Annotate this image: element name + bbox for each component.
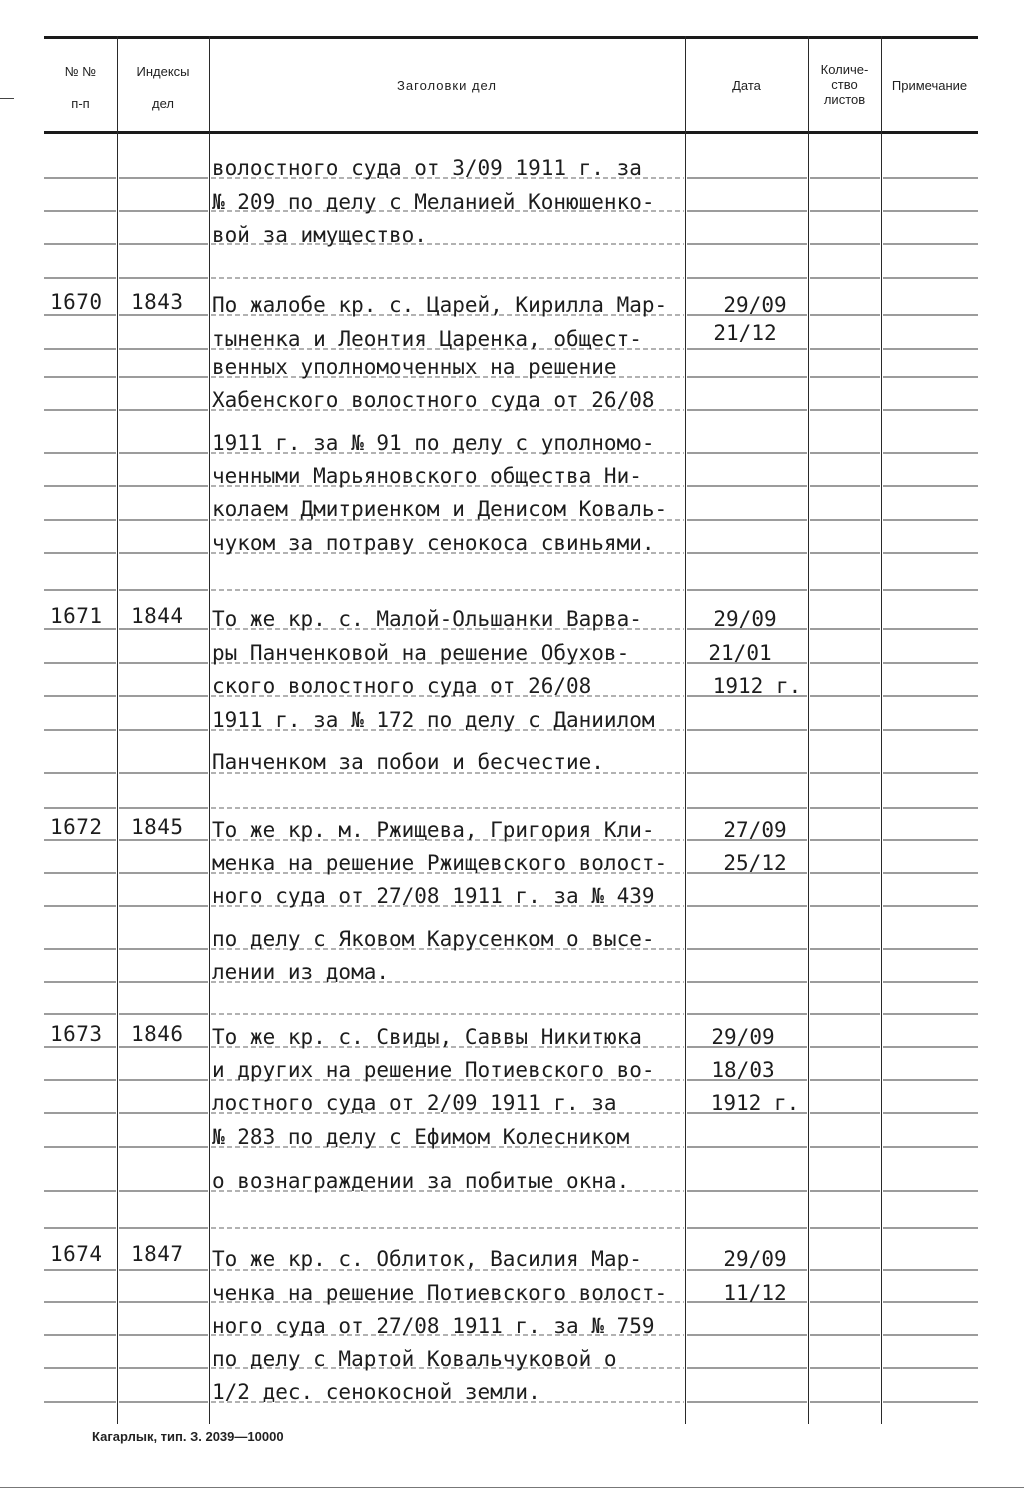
title-line: тыненка и Леонтия Царенка, общест- [212,327,642,351]
title-line: колаем Дмитриенком и Денисом Коваль- [212,497,668,521]
row-number: 1671 [50,604,103,628]
title-line: № 283 по делу с Ефимом Колесником [212,1125,630,1149]
title-line: То же кр. с. Малой-Ольшанки Варва- [212,607,642,631]
date-value: 29/09 [723,293,787,317]
title-line: ского волостного суда от 26/08 [212,674,592,698]
date-value: 11/12 [723,1281,787,1305]
row-index: 1843 [131,290,184,314]
title-line: То же кр. с. Свиды, Саввы Никитюка [212,1025,642,1049]
header-number-bottom: п-п [71,96,90,111]
header-sheet-count: Количе- ство листов [820,62,869,107]
row-index: 1847 [131,1242,184,1266]
scan-artifact [0,98,14,99]
title-line: о вознаграждении за побитые окна. [212,1169,630,1193]
header-index-bottom: дел [152,96,174,111]
header-note: Примечание [891,78,968,93]
date-value: 21/01 [708,641,772,665]
title-line: волостного суда от 3/09 1911 г. за [212,156,642,180]
title-line: 1/2 дес. сенокосной земли. [212,1380,541,1404]
date-value: 25/12 [723,851,787,875]
title-line: Хабенского волостного суда от 26/08 [212,388,655,412]
title-line: лостного суда от 2/09 1911 г. за [212,1091,617,1115]
column-divider [685,36,686,1424]
title-line: ного суда от 27/08 1911 г. за № 439 [212,884,655,908]
row-number: 1674 [50,1242,103,1266]
title-line: ры Панченковой на решение Обухов- [212,641,630,665]
title-line: 1911 г. за № 91 по делу с уполномо- [212,431,655,455]
title-line: Панченком за побои и бесчестие. [212,750,604,774]
row-index: 1846 [131,1022,184,1046]
title-line: № 209 по делу с Меланией Конюшенко- [212,190,655,214]
title-line: по делу с Мартой Ковальчуковой о [212,1347,617,1371]
row-number: 1673 [50,1022,103,1046]
title-line: по делу с Яковом Карусенком о высе- [212,927,655,951]
title-line: То же кр. м. Ржищева, Григория Кли- [212,818,655,842]
header-number-top: № № [64,64,97,79]
title-line: ного суда от 27/08 1911 г. за № 759 [212,1314,655,1338]
date-value: 18/03 [711,1058,775,1082]
title-line: То же кр. с. Облиток, Василия Мар- [212,1247,642,1271]
title-line: ченными Марьяновского общества Ни- [212,464,642,488]
title-line: венных уполномоченных на решение [212,355,617,379]
column-divider [117,36,118,1424]
row-number: 1672 [50,815,103,839]
row-index: 1845 [131,815,184,839]
header-titles: Заголовки дел [397,78,497,93]
date-value: 1912 г. [712,674,802,698]
table-top-rule [44,36,978,39]
header-index-top: Индексы [136,64,190,79]
date-value: 29/09 [723,1247,787,1271]
date-value: 29/09 [711,1025,775,1049]
title-line: менка на решение Ржищевского волост- [212,851,668,875]
title-line: чуком за потраву сенокоса свиньями. [212,531,655,555]
date-value: 29/09 [713,607,777,631]
printer-imprint: Кагарлык, тип. З. 2039—10000 [92,1429,284,1444]
title-line: лении из дома. [212,960,390,984]
title-line: 1911 г. за № 172 по делу с Даниилом [212,708,655,732]
title-line: По жалобе кр. с. Царей, Кирилла Мар- [212,293,668,317]
date-value: 1912 г. [710,1091,800,1115]
column-divider [808,36,809,1424]
column-divider [209,36,210,1424]
title-line: ченка на решение Потиевского волост- [212,1281,668,1305]
title-line: вой за имущество. [212,223,427,247]
row-number: 1670 [50,290,103,314]
header-date: Дата [732,78,761,93]
header-bottom-rule [44,131,978,134]
scan-artifact [0,1487,1024,1488]
column-divider [881,36,882,1424]
date-value: 21/12 [713,321,777,345]
title-line: и других на решение Потиевского во- [212,1058,655,1082]
date-value: 27/09 [723,818,787,842]
row-index: 1844 [131,604,184,628]
